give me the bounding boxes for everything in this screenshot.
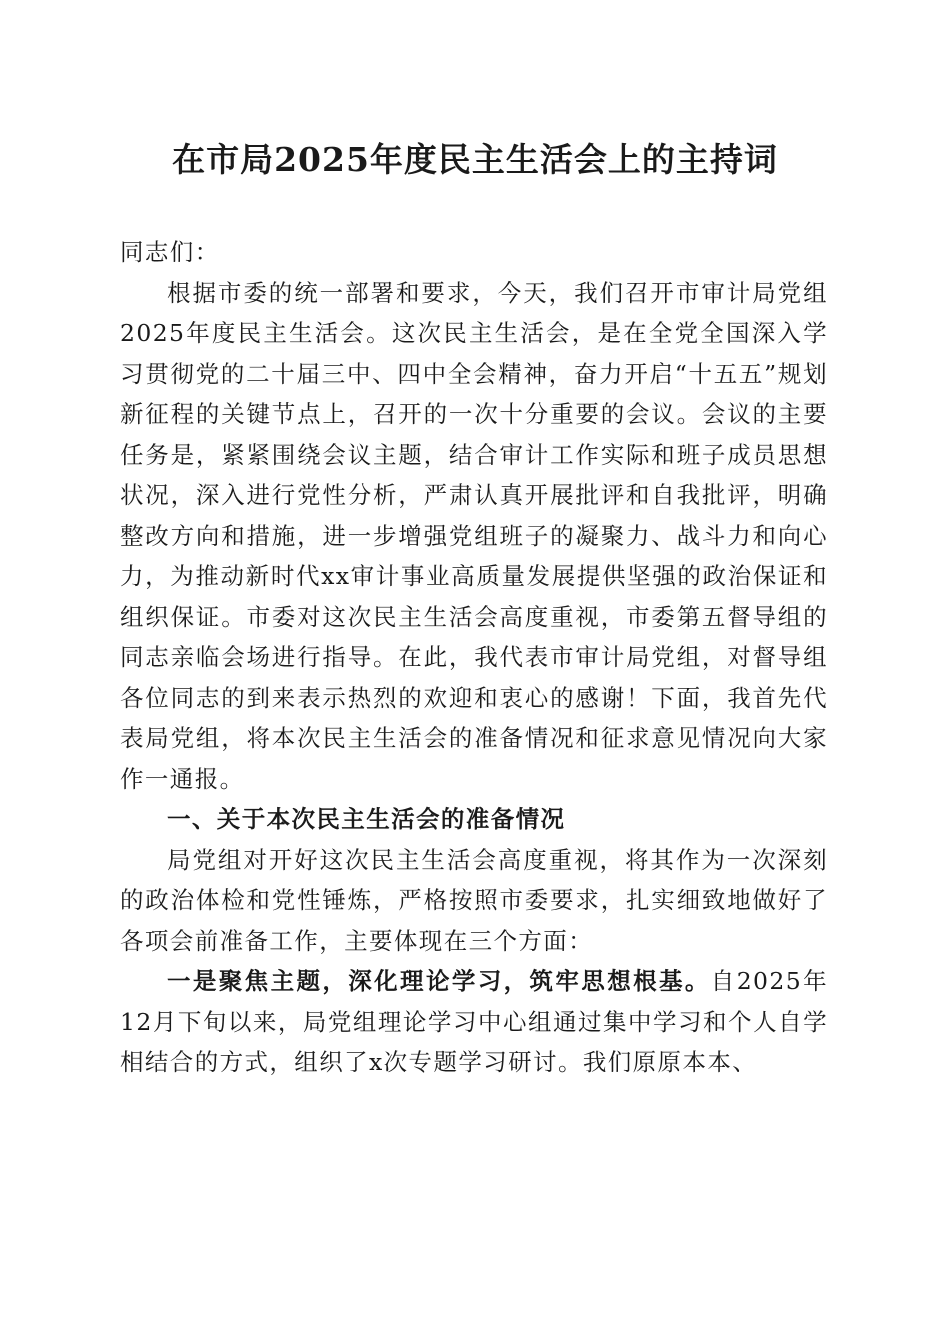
document-title: 在市局2025年度民主生活会上的主持词: [172, 140, 778, 179]
first-point-text: 自2025年12月下旬以来，局党组理论学习中心组通过集中学习和个人自学相结合的方式，组织了x次专题学习研讨。我们原原本本、: [120, 967, 828, 1076]
salutation: 同志们：: [120, 238, 220, 266]
section-heading-preparation: 一、关于本次民主生活会的准备情况: [167, 805, 566, 833]
paragraph-preparation-intro: 局党组对开好这次民主生活会高度重视，将其作为一次深刻的政治体检和党性锤炼，严格按照市委要求，扎实细致地做好了各项会前准备工作，主要体现在三个方面：: [120, 845, 828, 955]
first-point-lead: 一是聚焦主题，深化理论学习，筑牢思想根基。: [167, 967, 711, 995]
paragraph-first-point: [120, 961, 828, 1083]
paragraph-opening: 根据市委的统一部署和要求，今天，我们召开市审计局党组2025年度民主生活会。这次民主生活会，是在全党全国深入学习贯彻党的二十届三中、四中全会精神，奋力开启“十五五”规划新征程的关键节点上，召开的一次十分重要的会议。会议的主要任务是，紧紧围绕会议主题，结合审计工作实际和班子成员思想状况，深入进行党性分析，严肃认真开展批评和自我批评，明确整改方向和措施，进一步增强党组班子的凝聚力、战斗力和向心力，为推动新时代xx审计事业高质量发展提供坚强的政治保证和组织保证。市委对这次民主生活会高度重视，市委第五督导组的同志亲临会场进行指导。在此，我代表市审计局党组，对督导组各位同志的到来表示热烈的欢迎和衷心的感谢！下面，我首先代表局党组，将本次民主生活会的准备情况和征求意见情况向大家作一通报。: [120, 278, 828, 793]
document-body: [120, 232, 828, 1083]
